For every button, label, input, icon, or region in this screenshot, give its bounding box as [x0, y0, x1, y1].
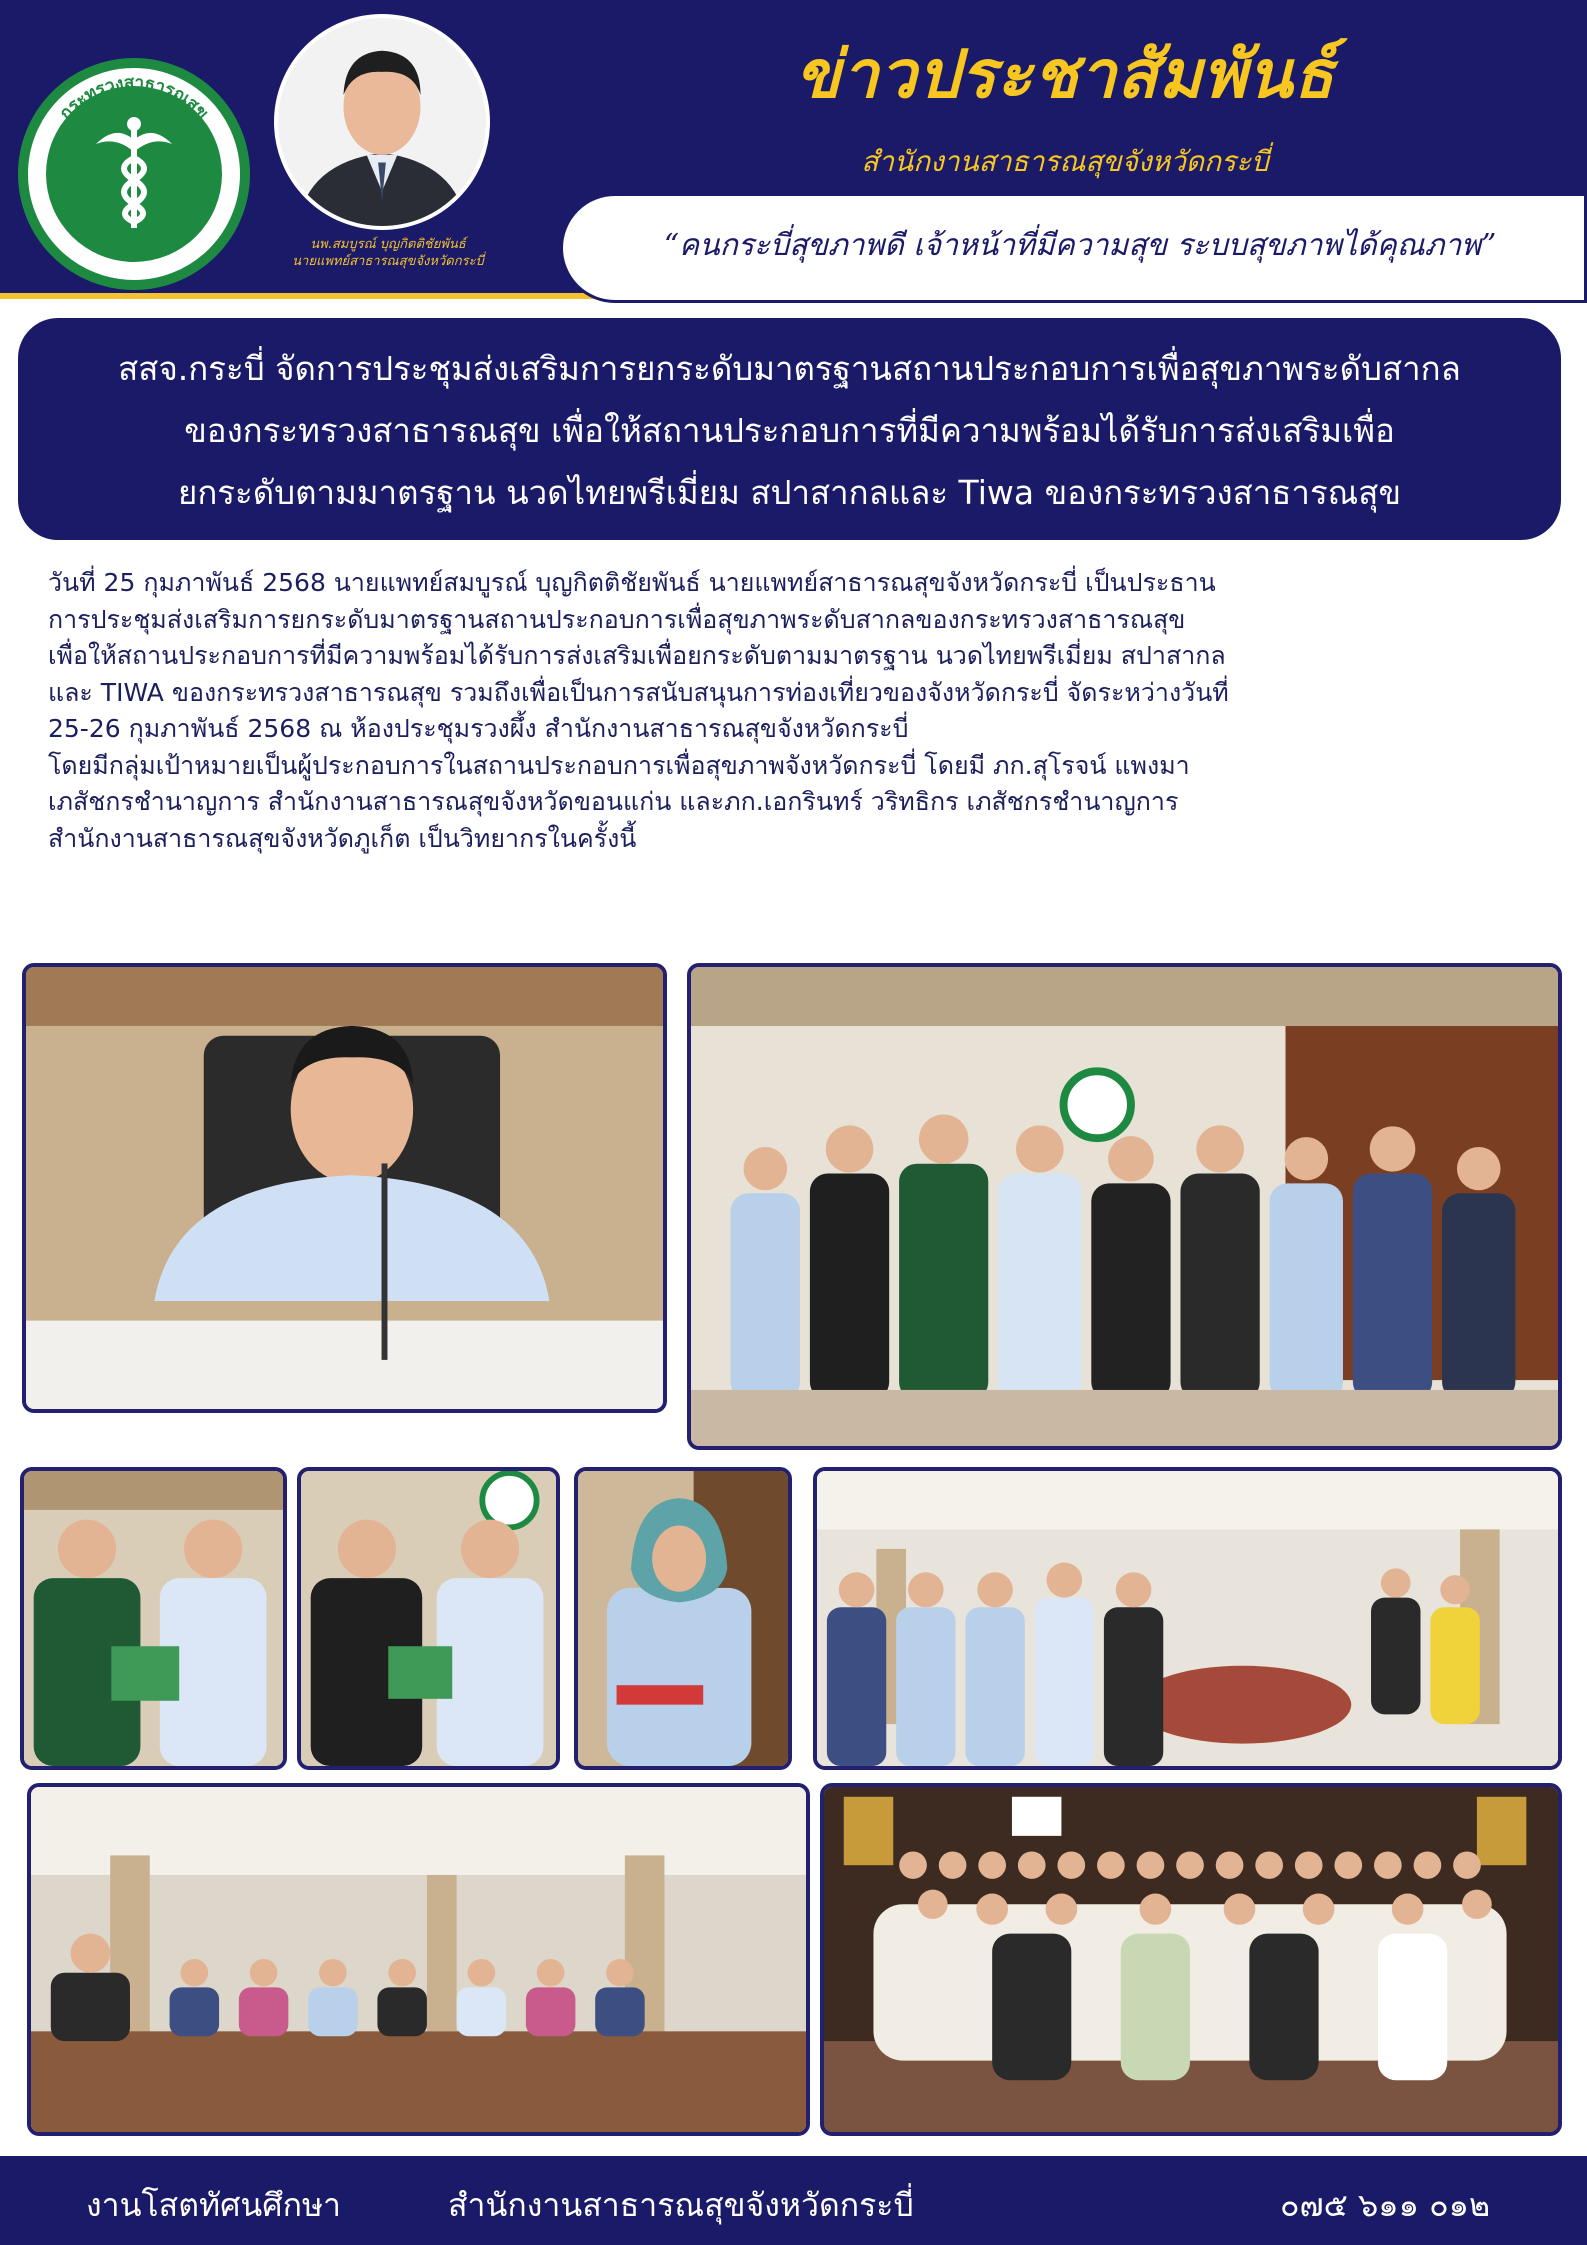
- body-line: เภสัชกรชำนาญการ สำนักงานสาธารณสุขจังหวัดขอนแก่น และภก.เอกรินทร์ วริทธิกร เภสัชกรชำนาญการ: [48, 787, 1179, 816]
- body-line: สำนักงานสาธารณสุขจังหวัดภูเก็ต เป็นวิทยากรในครั้งนี้: [48, 823, 637, 853]
- director-position: นายแพทย์สาธารณสุขจังหวัดกระบี่: [292, 254, 484, 269]
- photo-meeting-room-group: [813, 1467, 1562, 1770]
- page-subtitle: สำนักงานสาธารณสุขจังหวัดกระบี่: [861, 145, 1269, 178]
- headline-line: ยกระดับตามมาตรฐาน นวดไทยพรีเมี่ยม สปาสากลและ Tiwa ของกระทรวงสาธารณสุข: [177, 473, 1401, 512]
- footer-bar: [0, 2156, 1587, 2245]
- slogan: “คนกระบี่สุขภาพดี เจ้าหน้าที่มีความสุข ระบบสุขภาพได้คุณภาพ”: [663, 228, 1497, 263]
- photo-audience: [27, 1783, 810, 2136]
- photo-group-standing: [687, 963, 1562, 1450]
- moph-ring-text: [28, 68, 240, 280]
- headline-box: [18, 318, 1561, 540]
- director-portrait: [274, 14, 490, 230]
- body-line: โดยมีกลุ่มเป้าหมายเป็นผู้ประกอบการในสถานประกอบการเพื่อสุขภาพจังหวัดกระบี่ โดยมี ภก.สุโรจน์ แพงมา: [48, 750, 1190, 780]
- body-line: วันที่ 25 กุมภาพันธ์ 2568 นายแพทย์สมบูรณ์ บุญกิตติชัยพันธ์ นายแพทย์สาธารณสุขจังหวัดกระบี่ เป็นประธาน: [48, 568, 1216, 597]
- headline-line: ของกระทรวงสาธารณสุข เพื่อให้สถานประกอบการที่มีความพร้อมได้รับการส่งเสริมเพื่อ: [184, 411, 1395, 450]
- body-line: และ TIWA ของกระทรวงสาธารณสุข รวมถึงเพื่อเป็นการสนับสนุนการท่องเที่ยวของจังหวัดกระบี่ จัดระหว่างวันที่: [48, 677, 1229, 707]
- director-caption: [268, 236, 508, 270]
- body-line: 25-26 กุมภาพันธ์ 2568 ณ ห้องประชุมรวงผึ้ง สำนักงานสาธารณสุขจังหวัดกระบี่: [48, 714, 909, 743]
- svg-text:MINISTRY OF PUBLIC HEALTH: MINISTRY OF PUBLIC HEALTH: [51, 188, 217, 257]
- body-line: การประชุมส่งเสริมการยกระดับมาตรฐานสถานประกอบการเพื่อสุขภาพระดับสากลของกระทรวงสาธารณสุข: [48, 604, 1186, 634]
- moph-logo: [18, 58, 250, 290]
- footer-phone: ๐๗๕ ๖๑๑ ๐๑๒: [1280, 2186, 1491, 2224]
- footer-office: สำนักงานสาธารณสุขจังหวัดกระบี่: [448, 2186, 914, 2224]
- svg-text:กระทรวงสาธารณสุข: กระทรวงสาธารณสุข: [55, 72, 213, 124]
- page-title: ข่าวประชาสัมพันธ์: [795, 36, 1335, 113]
- photo-handover-1: [20, 1467, 287, 1770]
- body-line: เพื่อให้สถานประกอบการที่มีความพร้อมได้รับการส่งเสริมเพื่อยกระดับตามมาตรฐาน นวดไทยพรีเมี่ยม สปาสากล: [48, 641, 1226, 670]
- headline-line: สสจ.กระบี่ จัดการประชุมส่งเสริมการยกระดับมาตรฐานสถานประกอบการเพื่อสุขภาพระดับสากล: [118, 349, 1461, 388]
- photo-speaker: [574, 1467, 792, 1770]
- footer-department: งานโสตทัศนศึกษา: [86, 2186, 341, 2224]
- photo-chair-at-desk: [22, 963, 667, 1413]
- director-name: นพ.สมบูรณ์ บุญกิตติชัยพันธ์: [310, 237, 466, 252]
- photo-handover-2: [297, 1467, 560, 1770]
- photo-large-group: [820, 1783, 1562, 2136]
- article-body: [48, 565, 1548, 857]
